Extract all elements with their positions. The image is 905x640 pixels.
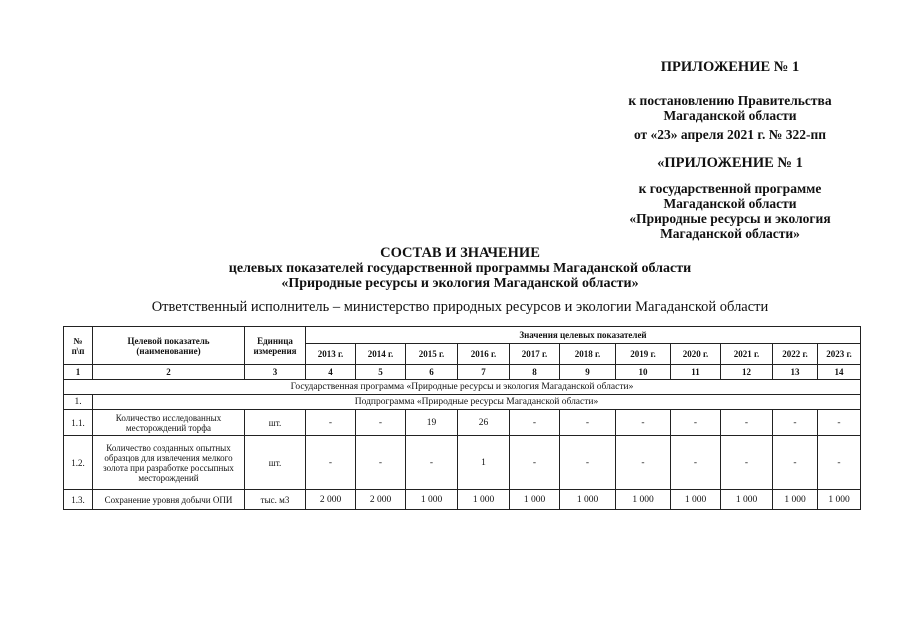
year-header: 2014 г. <box>356 344 406 365</box>
year-header: 2019 г. <box>616 344 671 365</box>
program-title: Государственная программа «Природные ресурсы и экология Магаданской области» <box>64 380 861 395</box>
value-cell: 1 <box>458 436 510 490</box>
value-cell: - <box>818 410 861 436</box>
value-cell: 1 000 <box>560 490 616 510</box>
value-cell: - <box>773 410 818 436</box>
document-title-line2: целевых показателей государственной программы Магаданской области <box>228 261 692 276</box>
value-cell: - <box>721 410 773 436</box>
col-header-num: № п\п <box>64 327 93 365</box>
column-number: 9 <box>560 365 616 380</box>
value-cell: - <box>510 436 560 490</box>
value-cell: - <box>616 410 671 436</box>
unit-cell: шт. <box>245 410 306 436</box>
column-number: 12 <box>721 365 773 380</box>
appendix-2-title: «ПРИЛОЖЕНИЕ № 1 <box>657 155 803 171</box>
year-header: 2020 г. <box>671 344 721 365</box>
value-cell: 19 <box>406 410 458 436</box>
appendix-2-line1: к государственной программе <box>638 181 822 196</box>
column-number: 6 <box>406 365 458 380</box>
value-cell: - <box>721 436 773 490</box>
indicators-table <box>63 326 861 510</box>
table-row <box>64 410 861 436</box>
col-header-values: Значения целевых показателей <box>306 327 861 344</box>
column-number: 2 <box>93 365 245 380</box>
column-number: 13 <box>773 365 818 380</box>
appendix-1-title: ПРИЛОЖЕНИЕ № 1 <box>660 59 800 75</box>
value-cell: 2 000 <box>306 490 356 510</box>
appendix-1-line2: Магаданской области <box>663 108 797 123</box>
appendix-1-date: от «23» апреля 2021 г. № 322-пп <box>633 127 827 142</box>
row-number: 1.2. <box>64 436 93 490</box>
year-header: 2013 г. <box>306 344 356 365</box>
value-cell: - <box>616 436 671 490</box>
indicator-name: Сохранение уровня добычи ОПИ <box>93 490 245 510</box>
appendix-2-line4: Магаданской области» <box>660 226 800 241</box>
value-cell: - <box>306 436 356 490</box>
column-number: 3 <box>245 365 306 380</box>
indicator-name: Количество созданных опытных образцов для извлечения мелкого золота при разработке россыпных месторождений <box>93 436 245 490</box>
value-cell: 1 000 <box>458 490 510 510</box>
year-header: 2018 г. <box>560 344 616 365</box>
subprogram-title: Подпрограмма «Природные ресурсы Магаданской области» <box>93 395 861 410</box>
unit-cell: тыс. м3 <box>245 490 306 510</box>
value-cell: 1 000 <box>671 490 721 510</box>
document-title-line1: СОСТАВ И ЗНАЧЕНИЕ <box>380 245 540 261</box>
year-header: 2023 г. <box>818 344 861 365</box>
year-header: 2022 г. <box>773 344 818 365</box>
value-cell: 1 000 <box>616 490 671 510</box>
value-cell: - <box>671 410 721 436</box>
column-number: 4 <box>306 365 356 380</box>
year-header: 2016 г. <box>458 344 510 365</box>
col-header-unit: Единица измерения <box>245 327 306 365</box>
appendix-2-line2: Магаданской области <box>663 196 797 211</box>
appendix-1-header <box>600 60 860 142</box>
row-number: 1.3. <box>64 490 93 510</box>
program-row <box>64 380 861 395</box>
subprogram-num: 1. <box>64 395 93 410</box>
value-cell: - <box>818 436 861 490</box>
column-numbers-row <box>64 365 861 380</box>
header-row <box>64 327 861 344</box>
year-header: 2015 г. <box>406 344 458 365</box>
appendix-2-header <box>600 156 860 241</box>
column-number: 11 <box>671 365 721 380</box>
appendix-2-line3: «Природные ресурсы и экология <box>629 211 831 226</box>
value-cell: 1 000 <box>510 490 560 510</box>
value-cell: 26 <box>458 410 510 436</box>
column-number: 14 <box>818 365 861 380</box>
value-cell: 1 000 <box>773 490 818 510</box>
value-cell: - <box>560 436 616 490</box>
appendix-1-line1: к постановлению Правительства <box>628 93 832 108</box>
value-cell: 1 000 <box>721 490 773 510</box>
column-number: 1 <box>64 365 93 380</box>
column-number: 5 <box>356 365 406 380</box>
year-header: 2021 г. <box>721 344 773 365</box>
subprogram-row <box>64 395 861 410</box>
document-title-line3: «Природные ресурсы и экология Магаданской области» <box>281 276 639 291</box>
value-cell: - <box>356 436 406 490</box>
indicator-name: Количество исследованных месторождений торфа <box>93 410 245 436</box>
row-number: 1.1. <box>64 410 93 436</box>
value-cell: 2 000 <box>356 490 406 510</box>
column-number: 10 <box>616 365 671 380</box>
column-number: 7 <box>458 365 510 380</box>
document-title <box>60 246 860 291</box>
col-header-indicator: Целевой показатель (наименование) <box>93 327 245 365</box>
value-cell: - <box>306 410 356 436</box>
value-cell: - <box>671 436 721 490</box>
table-row <box>64 490 861 510</box>
value-cell: 1 000 <box>406 490 458 510</box>
responsible-executor: Ответственный исполнитель – министерство природных ресурсов и экологии Магаданской области <box>151 299 769 315</box>
table-row <box>64 436 861 490</box>
value-cell: - <box>356 410 406 436</box>
value-cell: - <box>773 436 818 490</box>
value-cell: - <box>560 410 616 436</box>
value-cell: - <box>406 436 458 490</box>
value-cell: 1 000 <box>818 490 861 510</box>
year-header: 2017 г. <box>510 344 560 365</box>
unit-cell: шт. <box>245 436 306 490</box>
value-cell: - <box>510 410 560 436</box>
column-number: 8 <box>510 365 560 380</box>
